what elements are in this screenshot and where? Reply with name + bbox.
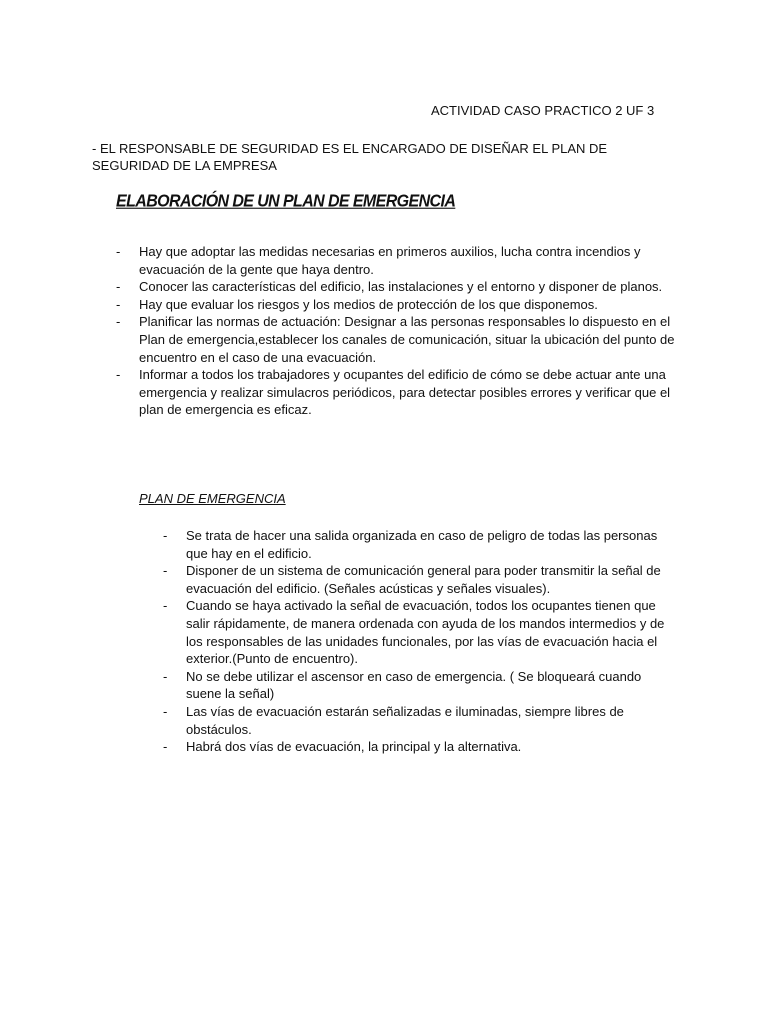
bullet-dash: - bbox=[116, 244, 121, 259]
intro-paragraph: - EL RESPONSABLE DE SEGURIDAD ES EL ENCARGADO DE DISEÑAR EL PLAN DE SEGURIDAD DE LA EMPRESA bbox=[92, 141, 608, 173]
list-item-text: Planificar las normas de actuación: Designar a las personas responsables lo dispuesto en el Plan de emergencia,establecer los canales de comunicación, situar la ubicación del punto de encuentro en el caso de una evacuación. bbox=[139, 314, 675, 365]
bullet-dash: - bbox=[163, 598, 168, 614]
list-item-text: Cuando se haya activado la señal de evacuación, todos los ocupantes tienen que salir rápidamente, de manera ordenada con ayuda de los mandos intermedios y de los responsables de las unidades funcionales, por las vías de evacuación hacia el exterior.(Punto de encuentro). bbox=[186, 598, 665, 667]
bullet-dash: - bbox=[163, 703, 168, 719]
section-title-plan-emergencia: PLAN DE EMERGENCIA bbox=[139, 491, 286, 506]
bullet-dash: - bbox=[163, 668, 168, 684]
list-item bbox=[163, 562, 676, 597]
bullet-dash: - bbox=[116, 314, 121, 330]
list-item bbox=[163, 597, 676, 667]
bullet-dash: - bbox=[163, 528, 168, 543]
list-item bbox=[163, 703, 676, 738]
list-item-text: Hay que adoptar las medidas necesarias en primeros auxilios, lucha contra incendios y evacuación de la gente que haya dentro. bbox=[139, 244, 641, 277]
list-item bbox=[116, 243, 679, 278]
list-item bbox=[116, 278, 679, 296]
elaboracion-list bbox=[116, 243, 679, 419]
bullet-dash: - bbox=[163, 739, 168, 755]
list-item-text: Se trata de hacer una salida organizada en caso de peligro de todas las personas que hay en el edificio. bbox=[186, 528, 658, 561]
list-item bbox=[163, 738, 676, 756]
bullet-dash: - bbox=[116, 367, 121, 383]
list-item-text: No se debe utilizar el ascensor en caso de emergencia. ( Se bloqueará cuando suene la señal) bbox=[186, 668, 642, 702]
list-item bbox=[116, 366, 679, 419]
list-item-text: Las vías de evacuación estarán señalizadas e iluminadas, siempre libres de obstáculos. bbox=[186, 703, 624, 737]
list-item-text: Informar a todos los trabajadores y ocupantes del edificio de cómo se debe actuar ante una emergencia y realizar simulacros periódicos, para detectar posibles errores y verificar que el plan de emergencia es eficaz. bbox=[139, 367, 671, 418]
list-item bbox=[116, 313, 679, 366]
list-item bbox=[116, 296, 679, 314]
list-item bbox=[163, 668, 676, 703]
list-item bbox=[163, 527, 676, 562]
bullet-dash: - bbox=[116, 296, 121, 312]
list-item-text: Hay que evaluar los riesgos y los medios de protección de los que disponemos. bbox=[139, 296, 598, 312]
activity-header: ACTIVIDAD CASO PRACTICO 2 UF 3 bbox=[431, 103, 655, 118]
list-item-text: Conocer las características del edificio, las instalaciones y el entorno y disponer de planos. bbox=[139, 279, 663, 295]
plan-emergencia-list bbox=[163, 527, 676, 756]
section-title-elaboracion: ELABORACIÓN DE UN PLAN DE EMERGENCIA bbox=[116, 192, 456, 212]
list-item-text: Habrá dos vías de evacuación, la principal y la alternativa. bbox=[186, 739, 522, 755]
bullet-dash: - bbox=[116, 279, 121, 295]
list-item-text: Disponer de un sistema de comunicación general para poder transmitir la señal de evacuación del edificio. (Señales acústicas y señales visuales). bbox=[186, 563, 661, 596]
bullet-dash: - bbox=[163, 563, 168, 579]
